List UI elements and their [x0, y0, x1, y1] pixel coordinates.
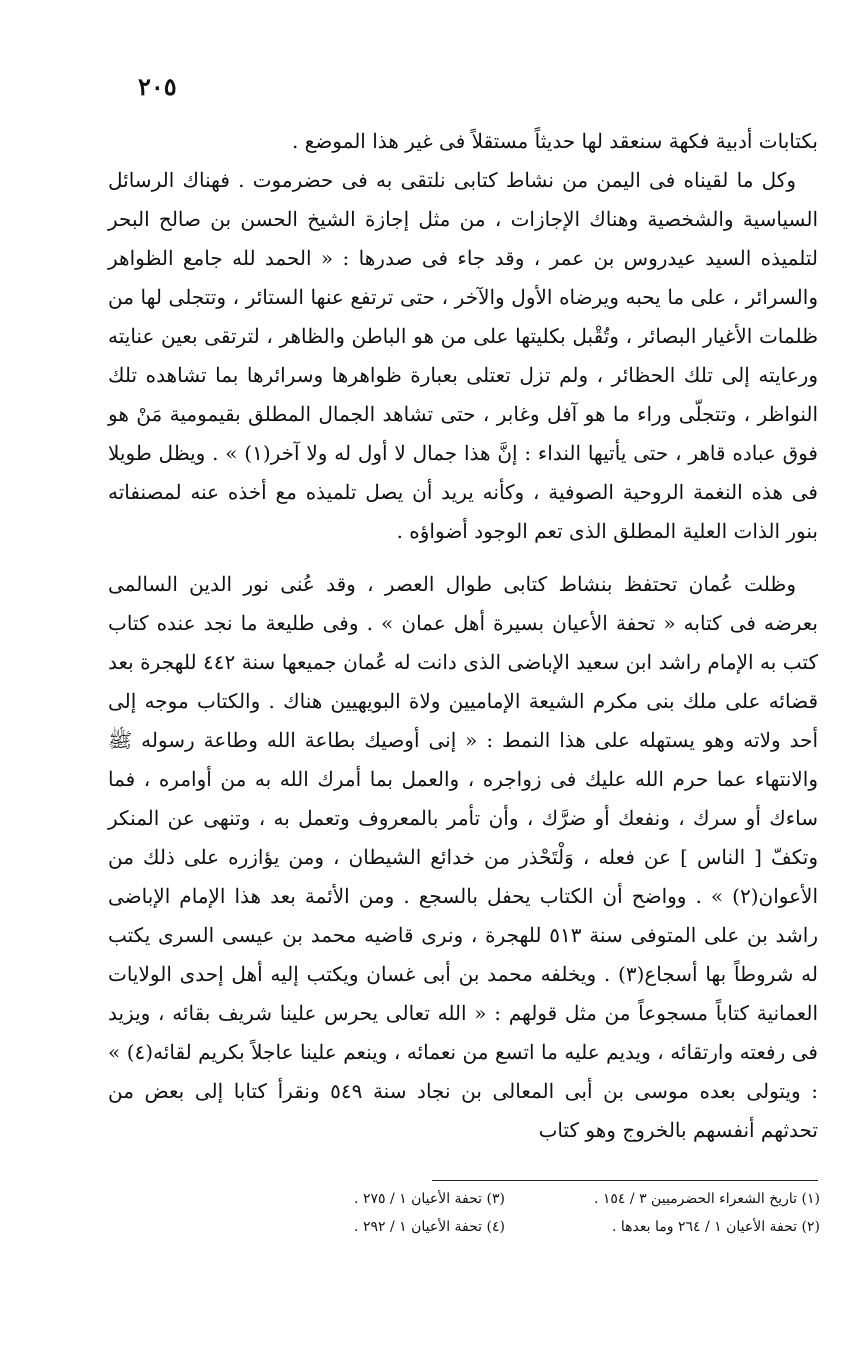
footnotes: [230, 1188, 820, 1238]
footnote-4: (٤) تحفة الأعيان ١ / ٢٩٢ .: [354, 1219, 505, 1235]
footnote-3: (٣) تحفة الأعيان ١ / ٢٧٥ .: [354, 1191, 505, 1207]
footnote-divider: [432, 1180, 818, 1181]
footnote-2: (٢) تحفة الأعيان ١ / ٢٦٤ وما بعدها .: [611, 1219, 820, 1235]
paragraph: وكل ما لقيناه فى اليمن من نشاط كتابى نلتقى به فى حضرموت . فهناك الرسائل السياسية والشخصية وهناك الإجازات ، من مثل إجازة الشيخ الحسن بن صالح البحر لتلميذه السيد عيدروس بن عمر ، وقد جاء فى صدرها : « الحمد لله جامع الظواهر والسرائر ، على ما يحبه ويرضاه الأول والآخر ، حتى ترتفع عنها الستائر ، وتتجلى لها من ظلمات الأغيار البصائر ، وتُقْبل بكليتها على من هو الباطن والظاهر ، لترتقى بعين عنايته ورعايته إلى تلك الحظائر ، ولم تزل تعتلى بعبارة ظواهرها وسرائرها بما تشاهده تلك النواظر ، وتتجلّى وراء ما هو آفل وغابر ، حتى تشاهد الجمال المطلق بقيمومية مَنْ هو فوق عباده قاهر ، حتى يأتيها النداء : إنَّ هذا جمال لا أول له ولا آخر(١) » . ويظل طويلا فى هذه النغمة الروحية الصوفية ، وكأنه يريد أن يصل تلميذه مع أخذه عنه لمصنفاته بنور الذات العلية المطلق الذى تعم الوجود أضواؤه .: [108, 168, 818, 543]
body-text: [108, 122, 818, 1150]
footnote-1: (١) تاريخ الشعراء الحضرميين ٣ / ١٥٤ .: [593, 1191, 820, 1207]
page-number: ٢٠٥: [138, 72, 177, 101]
paragraph: بكتابات أدبية فكهة سنعقد لها حديثاً مستقلاً فى غير هذا الموضع .: [291, 129, 818, 153]
paragraph: وظلت عُمان تحتفظ بنشاط كتابى طوال العصر ، وقد عُنى نور الدين السالمى بعرضه فى كتابه « تحفة الأعيان بسيرة أهل عمان » . وفى طليعة ما نجد عنده كتاب كتب به الإمام راشد ابن سعيد الإباضى الذى دانت له عُمان جميعها سنة ٤٤٢ للهجرة بعد قضائه على ملك بنى مكرم الشيعة الإماميين ولاة البويهيين هناك . والكتاب موجه إلى أحد ولاته وهو يستهله على هذا النمط : « إنى أوصيك بطاعة الله وطاعة رسوله ﷺ والانتهاء عما حرم الله عليك فى زواجره ، والعمل بما أمرك الله به من أوامره ، فما ساءك أو سرك ، ونفعك أو ضرَّك ، وأن تأمر بالمعروف وتعمل به ، وتنهى عن المنكر وتكفّ [ الناس ] عن فعله ، وَلْتَحْذر من خدائع الشيطان ، ومن يؤازره على ذلك من الأعوان(٢) » . وواضح أن الكتاب يحفل بالسجع . ومن الأئمة بعد هذا الإمام الإباضى راشد بن على المتوفى سنة ٥١٣ للهجرة ، ونرى قاضيه محمد بن عيسى السرى يكتب له شروطاً بها أسجاع(٣) . ويخلفه محمد بن أبى غسان ويكتب إليه أهل إحدى الولايات العمانية كتاباً مسجوعاً من مثل قولهم : « الله تعالى يحرس علينا شريف بقائه ، ويزيد فى رفعته وارتقائه ، ويديم عليه ما اتسع من نعمائه ، وينعم علينا عاجلاً بكريم لقائه(٤) » : ويتولى بعده موسى بن أبى المعالى بن نجاد سنة ٥٤٩ ونقرأ كتابا إلى بعض من تحدثهم أنفسهم بالخروج وهو كتاب: [108, 572, 818, 1142]
